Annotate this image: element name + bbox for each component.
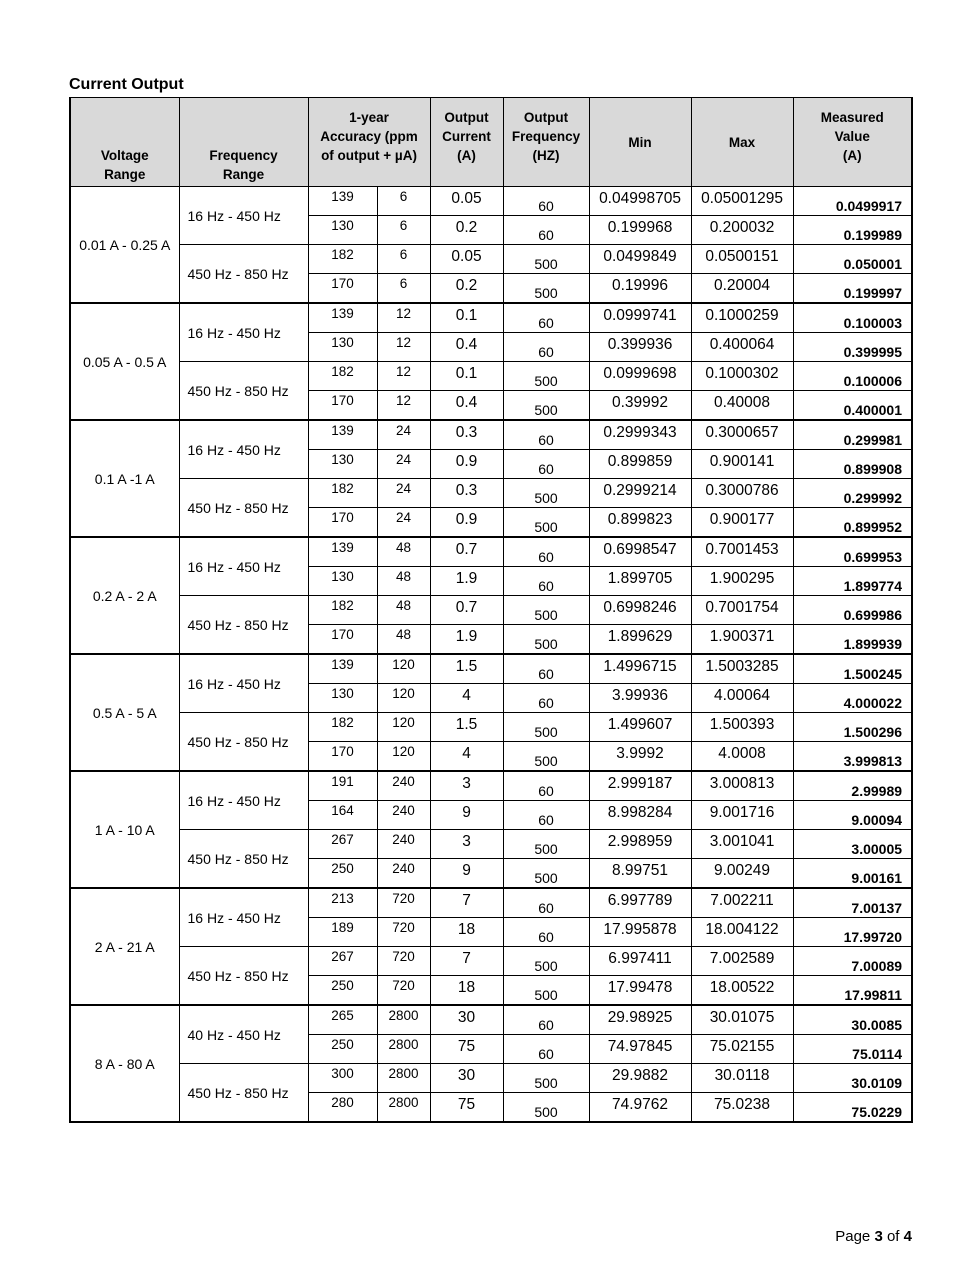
min-cell: 6.997411 [589, 947, 691, 976]
output-current-cell: 7 [430, 888, 503, 918]
max-cell: 9.001716 [691, 801, 793, 830]
voltage-range-cell: 0.1 A -1 A [70, 420, 179, 537]
header-min: Min [589, 98, 691, 187]
output-frequency-cell: 60 [503, 420, 589, 450]
frequency-range-cell: 450 Hz - 850 Hz [179, 479, 308, 538]
output-frequency-cell: 500 [503, 625, 589, 655]
header-output-frequency [503, 98, 589, 187]
table-body [70, 187, 912, 1123]
max-cell: 7.002211 [691, 888, 793, 918]
header-measured-line3: (A) [842, 148, 862, 163]
output-frequency-cell: 60 [503, 1035, 589, 1064]
measured-value-cell: 0.100003 [793, 303, 912, 333]
min-cell: 0.399936 [589, 333, 691, 362]
min-cell: 1.499607 [589, 713, 691, 742]
output-frequency-cell: 60 [503, 654, 589, 684]
accuracy-ua-cell: 720 [377, 947, 430, 976]
accuracy-ua-cell: 120 [377, 713, 430, 742]
accuracy-ppm-cell: 170 [308, 508, 377, 538]
max-cell: 0.40008 [691, 391, 793, 421]
min-cell: 0.2999343 [589, 420, 691, 450]
measured-value-cell: 1.899774 [793, 567, 912, 596]
voltage-range-cell: 0.5 A - 5 A [70, 654, 179, 771]
min-cell: 17.99478 [589, 976, 691, 1006]
max-cell: 0.0500151 [691, 245, 793, 274]
frequency-range-cell: 450 Hz - 850 Hz [179, 362, 308, 421]
output-current-cell: 4 [430, 742, 503, 772]
output-frequency-cell: 500 [503, 1064, 589, 1093]
min-cell: 74.97845 [589, 1035, 691, 1064]
max-cell: 1.900295 [691, 567, 793, 596]
accuracy-ua-cell: 720 [377, 976, 430, 1006]
accuracy-ppm-cell: 189 [308, 918, 377, 947]
max-cell: 30.01075 [691, 1005, 793, 1035]
table-row [70, 596, 912, 625]
output-frequency-cell: 500 [503, 976, 589, 1006]
measured-value-cell: 9.00161 [793, 859, 912, 889]
output-frequency-cell: 500 [503, 274, 589, 304]
frequency-range-cell: 450 Hz - 850 Hz [179, 596, 308, 655]
accuracy-ppm-cell: 139 [308, 187, 377, 216]
output-current-cell: 0.3 [430, 420, 503, 450]
min-cell: 1.899705 [589, 567, 691, 596]
accuracy-ua-cell: 48 [377, 537, 430, 567]
measured-value-cell: 0.199997 [793, 274, 912, 304]
min-cell: 1.4996715 [589, 654, 691, 684]
min-cell: 3.9992 [589, 742, 691, 772]
accuracy-ppm-cell: 250 [308, 859, 377, 889]
accuracy-ua-cell: 24 [377, 479, 430, 508]
accuracy-ua-cell: 240 [377, 859, 430, 889]
table-row [70, 830, 912, 859]
measured-value-cell: 17.99811 [793, 976, 912, 1006]
accuracy-ppm-cell: 300 [308, 1064, 377, 1093]
min-cell: 0.0499849 [589, 245, 691, 274]
header-accuracy-line1: 1-year [349, 110, 389, 125]
output-current-cell: 0.7 [430, 596, 503, 625]
measured-value-cell: 1.500245 [793, 654, 912, 684]
frequency-range-cell: 16 Hz - 450 Hz [179, 888, 308, 947]
page-label: Page [835, 1228, 871, 1245]
measured-value-cell: 0.699953 [793, 537, 912, 567]
output-frequency-cell: 500 [503, 947, 589, 976]
accuracy-ua-cell: 720 [377, 888, 430, 918]
output-current-cell: 0.4 [430, 333, 503, 362]
accuracy-ppm-cell: 130 [308, 684, 377, 713]
accuracy-ppm-cell: 280 [308, 1093, 377, 1123]
accuracy-ppm-cell: 170 [308, 742, 377, 772]
output-frequency-cell: 60 [503, 537, 589, 567]
output-frequency-cell: 500 [503, 479, 589, 508]
header-frequency-range [179, 98, 308, 187]
accuracy-ua-cell: 6 [377, 216, 430, 245]
table-row [70, 713, 912, 742]
accuracy-ua-cell: 48 [377, 625, 430, 655]
output-frequency-cell: 60 [503, 567, 589, 596]
header-max: Max [691, 98, 793, 187]
max-cell: 0.20004 [691, 274, 793, 304]
output-current-cell: 75 [430, 1093, 503, 1123]
min-cell: 0.0999741 [589, 303, 691, 333]
accuracy-ua-cell: 48 [377, 567, 430, 596]
max-cell: 0.900141 [691, 450, 793, 479]
accuracy-ppm-cell: 265 [308, 1005, 377, 1035]
output-current-cell: 3 [430, 771, 503, 801]
frequency-range-cell: 16 Hz - 450 Hz [179, 654, 308, 713]
measured-value-cell: 0.400001 [793, 391, 912, 421]
section-title: Current Output [69, 76, 184, 93]
frequency-range-cell: 16 Hz - 450 Hz [179, 187, 308, 245]
table-row [70, 303, 912, 333]
measured-value-cell: 1.899939 [793, 625, 912, 655]
measured-value-cell: 75.0229 [793, 1093, 912, 1123]
table-row [70, 654, 912, 684]
voltage-range-cell: 1 A - 10 A [70, 771, 179, 888]
output-current-cell: 9 [430, 801, 503, 830]
accuracy-ppm-cell: 164 [308, 801, 377, 830]
measured-value-cell: 0.0499917 [793, 187, 912, 216]
accuracy-ppm-cell: 182 [308, 479, 377, 508]
output-current-cell: 1.9 [430, 567, 503, 596]
page-of: of [886, 1228, 900, 1245]
accuracy-ppm-cell: 130 [308, 567, 377, 596]
table-row [70, 1005, 912, 1035]
min-cell: 0.6998547 [589, 537, 691, 567]
min-cell: 0.199968 [589, 216, 691, 245]
max-cell: 4.0008 [691, 742, 793, 772]
max-cell: 0.05001295 [691, 187, 793, 216]
output-current-cell: 30 [430, 1005, 503, 1035]
accuracy-ppm-cell: 250 [308, 976, 377, 1006]
accuracy-ppm-cell: 139 [308, 303, 377, 333]
header-accuracy [308, 98, 430, 187]
max-cell: 1.500393 [691, 713, 793, 742]
output-frequency-cell: 500 [503, 508, 589, 538]
output-current-cell: 0.05 [430, 245, 503, 274]
header-measured-line1: Measured [820, 110, 884, 125]
header-voltage-line2: Range [104, 167, 146, 182]
max-cell: 3.000813 [691, 771, 793, 801]
accuracy-ppm-cell: 170 [308, 391, 377, 421]
table-row [70, 771, 912, 801]
measured-value-cell: 75.0114 [793, 1035, 912, 1064]
table-row [70, 420, 912, 450]
min-cell: 0.39992 [589, 391, 691, 421]
output-current-cell: 0.1 [430, 303, 503, 333]
output-current-cell: 18 [430, 976, 503, 1006]
header-current-line3: (A) [457, 148, 476, 163]
min-cell: 3.99936 [589, 684, 691, 713]
max-cell: 30.0118 [691, 1064, 793, 1093]
output-current-cell: 0.9 [430, 508, 503, 538]
accuracy-ua-cell: 240 [377, 801, 430, 830]
frequency-range-cell: 450 Hz - 850 Hz [179, 245, 308, 304]
measured-value-cell: 17.99720 [793, 918, 912, 947]
output-frequency-cell: 500 [503, 859, 589, 889]
output-frequency-cell: 500 [503, 830, 589, 859]
accuracy-ua-cell: 2800 [377, 1093, 430, 1123]
header-current-line1: Output [444, 110, 489, 125]
table-row [70, 888, 912, 918]
header-output-current [430, 98, 503, 187]
output-current-cell: 0.9 [430, 450, 503, 479]
measured-value-cell: 7.00089 [793, 947, 912, 976]
accuracy-ua-cell: 6 [377, 274, 430, 304]
output-frequency-cell: 60 [503, 684, 589, 713]
min-cell: 0.899823 [589, 508, 691, 538]
output-current-cell: 0.2 [430, 216, 503, 245]
output-frequency-cell: 500 [503, 391, 589, 421]
output-current-cell: 0.7 [430, 537, 503, 567]
output-frequency-cell: 60 [503, 187, 589, 216]
min-cell: 0.899859 [589, 450, 691, 479]
accuracy-ua-cell: 240 [377, 830, 430, 859]
table-row [70, 947, 912, 976]
max-cell: 0.3000786 [691, 479, 793, 508]
header-accuracy-line3: of output + µA) [321, 148, 417, 163]
measured-value-cell: 0.699986 [793, 596, 912, 625]
output-frequency-cell: 60 [503, 216, 589, 245]
measured-value-cell: 30.0085 [793, 1005, 912, 1035]
output-frequency-cell: 60 [503, 333, 589, 362]
max-cell: 18.004122 [691, 918, 793, 947]
max-cell: 9.00249 [691, 859, 793, 889]
accuracy-ppm-cell: 182 [308, 713, 377, 742]
accuracy-ua-cell: 2800 [377, 1064, 430, 1093]
output-current-cell: 3 [430, 830, 503, 859]
min-cell: 0.6998246 [589, 596, 691, 625]
table-row [70, 479, 912, 508]
frequency-range-cell: 450 Hz - 850 Hz [179, 947, 308, 1006]
min-cell: 0.2999214 [589, 479, 691, 508]
accuracy-ppm-cell: 182 [308, 596, 377, 625]
max-cell: 0.200032 [691, 216, 793, 245]
min-cell: 74.9762 [589, 1093, 691, 1123]
page-total: 4 [903, 1228, 912, 1245]
table-row [70, 1064, 912, 1093]
max-cell: 75.0238 [691, 1093, 793, 1123]
output-frequency-cell: 500 [503, 362, 589, 391]
measured-value-cell: 0.399995 [793, 333, 912, 362]
max-cell: 0.7001453 [691, 537, 793, 567]
accuracy-ua-cell: 12 [377, 303, 430, 333]
output-current-cell: 75 [430, 1035, 503, 1064]
frequency-range-cell: 16 Hz - 450 Hz [179, 537, 308, 596]
header-freq-line2: Frequency [511, 129, 581, 144]
output-frequency-cell: 500 [503, 713, 589, 742]
accuracy-ppm-cell: 139 [308, 654, 377, 684]
accuracy-ua-cell: 48 [377, 596, 430, 625]
output-current-cell: 0.05 [430, 187, 503, 216]
output-frequency-cell: 60 [503, 303, 589, 333]
output-current-cell: 9 [430, 859, 503, 889]
header-voltage-range [70, 98, 179, 187]
accuracy-ua-cell: 2800 [377, 1005, 430, 1035]
measured-value-cell: 3.999813 [793, 742, 912, 772]
accuracy-ua-cell: 24 [377, 508, 430, 538]
min-cell: 17.995878 [589, 918, 691, 947]
min-cell: 8.998284 [589, 801, 691, 830]
measured-value-cell: 1.500296 [793, 713, 912, 742]
page-footer [835, 1228, 912, 1245]
max-cell: 1.900371 [691, 625, 793, 655]
header-freq-line1: Output [523, 110, 569, 125]
measured-value-cell: 0.100006 [793, 362, 912, 391]
measured-value-cell: 0.199989 [793, 216, 912, 245]
max-cell: 75.02155 [691, 1035, 793, 1064]
frequency-range-cell: 40 Hz - 450 Hz [179, 1005, 308, 1064]
min-cell: 0.04998705 [589, 187, 691, 216]
accuracy-ppm-cell: 170 [308, 625, 377, 655]
max-cell: 0.400064 [691, 333, 793, 362]
output-current-cell: 4 [430, 684, 503, 713]
frequency-range-cell: 16 Hz - 450 Hz [179, 303, 308, 362]
accuracy-ua-cell: 24 [377, 450, 430, 479]
output-current-cell: 1.9 [430, 625, 503, 655]
measured-value-cell: 2.99989 [793, 771, 912, 801]
header-row [70, 98, 912, 187]
measured-value-cell: 0.050001 [793, 245, 912, 274]
accuracy-ppm-cell: 130 [308, 450, 377, 479]
max-cell: 1.5003285 [691, 654, 793, 684]
output-frequency-cell: 60 [503, 918, 589, 947]
frequency-range-cell: 16 Hz - 450 Hz [179, 420, 308, 479]
accuracy-ua-cell: 12 [377, 362, 430, 391]
header-frequency-line2: Range [222, 167, 265, 182]
accuracy-ppm-cell: 139 [308, 420, 377, 450]
output-current-cell: 0.2 [430, 274, 503, 304]
accuracy-ppm-cell: 182 [308, 362, 377, 391]
header-freq-line3: (HZ) [532, 148, 560, 163]
output-current-cell: 0.3 [430, 479, 503, 508]
min-cell: 29.98925 [589, 1005, 691, 1035]
accuracy-ppm-cell: 267 [308, 830, 377, 859]
accuracy-ppm-cell: 182 [308, 245, 377, 274]
output-frequency-cell: 500 [503, 1093, 589, 1123]
accuracy-ua-cell: 120 [377, 742, 430, 772]
output-frequency-cell: 60 [503, 771, 589, 801]
output-current-cell: 0.4 [430, 391, 503, 421]
header-measured-value [793, 98, 912, 187]
accuracy-ua-cell: 2800 [377, 1035, 430, 1064]
accuracy-ppm-cell: 170 [308, 274, 377, 304]
voltage-range-cell: 8 A - 80 A [70, 1005, 179, 1122]
measured-value-cell: 30.0109 [793, 1064, 912, 1093]
min-cell: 8.99751 [589, 859, 691, 889]
output-frequency-cell: 500 [503, 742, 589, 772]
measured-value-cell: 7.00137 [793, 888, 912, 918]
accuracy-ua-cell: 6 [377, 187, 430, 216]
accuracy-ua-cell: 12 [377, 391, 430, 421]
output-frequency-cell: 500 [503, 596, 589, 625]
min-cell: 6.997789 [589, 888, 691, 918]
accuracy-ppm-cell: 267 [308, 947, 377, 976]
measured-value-cell: 0.899908 [793, 450, 912, 479]
max-cell: 0.1000302 [691, 362, 793, 391]
output-current-cell: 1.5 [430, 713, 503, 742]
accuracy-ua-cell: 24 [377, 420, 430, 450]
max-cell: 3.001041 [691, 830, 793, 859]
accuracy-ppm-cell: 191 [308, 771, 377, 801]
frequency-range-cell: 450 Hz - 850 Hz [179, 830, 308, 889]
output-frequency-cell: 60 [503, 1005, 589, 1035]
accuracy-ua-cell: 120 [377, 684, 430, 713]
output-frequency-cell: 60 [503, 888, 589, 918]
measured-value-cell: 0.899952 [793, 508, 912, 538]
output-frequency-cell: 60 [503, 801, 589, 830]
measured-value-cell: 9.00094 [793, 801, 912, 830]
current-output-table-container [69, 97, 911, 1123]
header-voltage-line1: Voltage [100, 148, 149, 163]
table-row [70, 537, 912, 567]
accuracy-ppm-cell: 130 [308, 216, 377, 245]
output-current-cell: 7 [430, 947, 503, 976]
header-accuracy-line2: Accuracy (ppm [320, 129, 418, 144]
max-cell: 0.1000259 [691, 303, 793, 333]
max-cell: 4.00064 [691, 684, 793, 713]
voltage-range-cell: 0.05 A - 0.5 A [70, 303, 179, 420]
output-frequency-cell: 500 [503, 245, 589, 274]
voltage-range-cell: 0.01 A - 0.25 A [70, 187, 179, 304]
frequency-range-cell: 450 Hz - 850 Hz [179, 713, 308, 772]
max-cell: 0.3000657 [691, 420, 793, 450]
measured-value-cell: 0.299981 [793, 420, 912, 450]
output-current-cell: 1.5 [430, 654, 503, 684]
max-cell: 18.00522 [691, 976, 793, 1006]
table-row [70, 245, 912, 274]
max-cell: 7.002589 [691, 947, 793, 976]
voltage-range-cell: 2 A - 21 A [70, 888, 179, 1005]
header-measured-line2: Value [834, 129, 870, 144]
header-current-line2: Current [442, 129, 491, 144]
min-cell: 29.9882 [589, 1064, 691, 1093]
min-cell: 0.19996 [589, 274, 691, 304]
frequency-range-cell: 16 Hz - 450 Hz [179, 771, 308, 830]
max-cell: 0.7001754 [691, 596, 793, 625]
output-current-cell: 0.1 [430, 362, 503, 391]
output-current-cell: 30 [430, 1064, 503, 1093]
frequency-range-cell: 450 Hz - 850 Hz [179, 1064, 308, 1123]
accuracy-ua-cell: 6 [377, 245, 430, 274]
min-cell: 1.899629 [589, 625, 691, 655]
table-row [70, 362, 912, 391]
accuracy-ua-cell: 720 [377, 918, 430, 947]
min-cell: 2.998959 [589, 830, 691, 859]
accuracy-ua-cell: 240 [377, 771, 430, 801]
accuracy-ua-cell: 120 [377, 654, 430, 684]
header-frequency-line1: Frequency [209, 148, 278, 163]
max-cell: 0.900177 [691, 508, 793, 538]
measured-value-cell: 3.00005 [793, 830, 912, 859]
accuracy-ppm-cell: 139 [308, 537, 377, 567]
current-output-table [69, 97, 913, 1123]
measured-value-cell: 4.000022 [793, 684, 912, 713]
voltage-range-cell: 0.2 A - 2 A [70, 537, 179, 654]
min-cell: 2.999187 [589, 771, 691, 801]
accuracy-ppm-cell: 250 [308, 1035, 377, 1064]
accuracy-ua-cell: 12 [377, 333, 430, 362]
table-row [70, 187, 912, 216]
accuracy-ppm-cell: 213 [308, 888, 377, 918]
measured-value-cell: 0.299992 [793, 479, 912, 508]
min-cell: 0.0999698 [589, 362, 691, 391]
page-number: 3 [874, 1228, 883, 1245]
output-current-cell: 18 [430, 918, 503, 947]
accuracy-ppm-cell: 130 [308, 333, 377, 362]
output-frequency-cell: 60 [503, 450, 589, 479]
